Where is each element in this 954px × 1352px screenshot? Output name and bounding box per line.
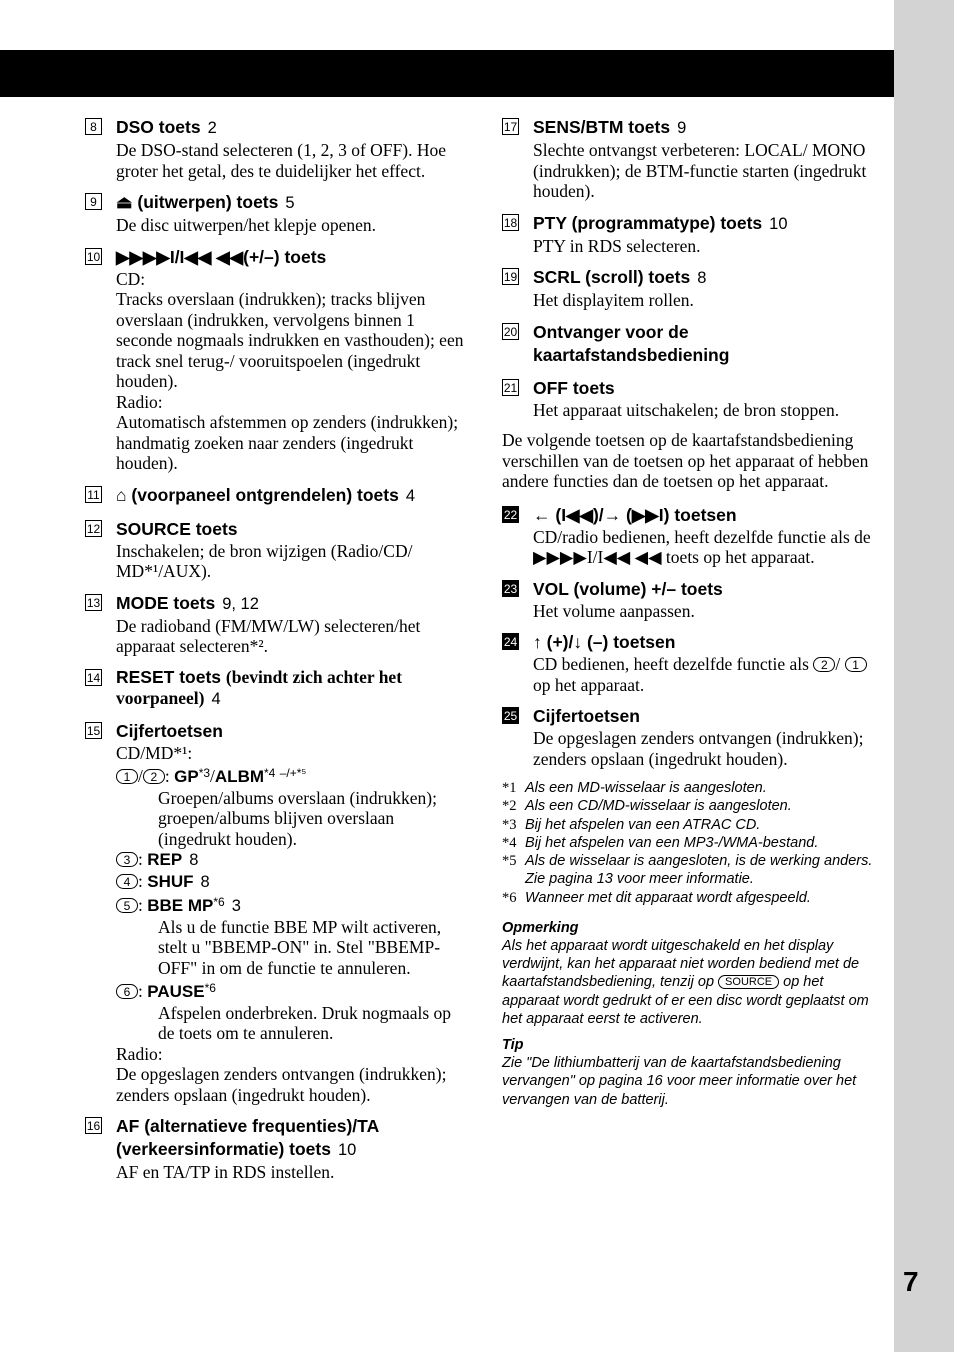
item-title: Ontvanger voor de kaartafstandsbediening: [533, 321, 730, 365]
item-remote-number-buttons: [502, 705, 882, 769]
page-ref: 4: [405, 486, 416, 505]
gp-label: GP: [174, 767, 199, 786]
item-description: AF en TA/TP in RDS instellen.: [116, 1162, 335, 1182]
item-title: ⏏ (uitwerpen) toets: [116, 192, 279, 212]
item-seek-button: [85, 246, 465, 474]
header-bar: [0, 50, 894, 97]
footnote-mark: *5: [502, 853, 517, 870]
page-ref: 3: [231, 897, 241, 915]
item-title-suffix: (bevindt zich achter het voorpaneel): [116, 666, 403, 708]
key-row-pause: 6 : PAUSE$^{*6}$: [116, 978, 465, 1003]
item-number: 20: [503, 324, 518, 339]
item-number: 25: [503, 709, 518, 723]
item-title: Cijfertoetsen: [116, 720, 223, 741]
desc-part: CD bedienen, heeft dezelfde functie als: [533, 654, 809, 674]
footnote-mark: *1: [502, 780, 517, 796]
item-remote-volume-buttons: [502, 578, 882, 622]
item-description: Inschakelen; de bron wijzigen (Radio/CD/ MD*¹/AUX).: [116, 540, 413, 581]
footnote-text: Bij het afspelen van een ATRAC CD.: [525, 816, 761, 833]
remote-intro-paragraph: De volgende toetsen op de kaartafstandsbediening verschillen van de toetsen op het apparaat of hebben andere functies dan de toetsen op het apparaat.: [502, 430, 869, 491]
footnote: [502, 889, 882, 907]
item-title: OFF toets: [533, 377, 615, 398]
item-description: PTY in RDS selecteren.: [533, 235, 701, 256]
footnote: [502, 779, 882, 797]
item-title: AF (alternatieve frequenties)/TA (verkeersinformatie) toets: [116, 1116, 379, 1159]
item-description: Slechte ontvangst verbeteren: LOCAL/ MONO (indrukken); de BTM-functie starten (ingedrukt houden).: [533, 140, 867, 201]
footnote-ref: *4: [264, 766, 276, 780]
item-title: ← (I◀◀)/→ (▶▶I) toetsen: [533, 504, 737, 525]
item-description: Het apparaat uitschakelen; de bron stoppen.: [533, 399, 840, 420]
item-description: CD/radio bedienen, heeft dezelfde functie als de ▶▶▶▶I/I◀◀ ◀◀ toets op het apparaat.: [533, 526, 871, 567]
tip-body: Zie "De lithiumbatterij van de kaartafstandsbediening vervangen" op pagina 16 voor meer informatie over het vervangen van de batterij.: [502, 1055, 857, 1108]
pause-description: Afspelen onderbreken. Druk nogmaals op de toets om te annuleren.: [158, 1002, 452, 1043]
key-4-icon: 4: [116, 874, 138, 889]
item-title: ⌂ (voorpaneel ontgrendelen) toets: [116, 484, 399, 505]
item-number: 15: [86, 723, 101, 738]
item-title: PTY (programmatype) toets: [533, 212, 763, 233]
page-ref: 8: [200, 872, 210, 891]
page-ref: 8: [697, 269, 707, 287]
item-number-buttons: [85, 720, 465, 1106]
key-1-icon: 1: [116, 769, 138, 784]
footnote-mark: *6: [502, 889, 517, 906]
item-af-ta-button: [85, 1115, 465, 1183]
item-description: Het displayitem rollen.: [533, 290, 694, 310]
key-row-gp-albm: 1 / 2 : GP$^{*3}$/ALBM$^{*4}$ $^{-/+*^5}$: [116, 763, 465, 788]
page-number: 7: [903, 1266, 919, 1297]
key-5-icon: 5: [116, 898, 138, 913]
key-row-bbe: 5 : BBE MP$^{*6}$ 3: [116, 892, 465, 917]
item-title: RESET toets: [116, 666, 222, 687]
key-6-icon: 6: [116, 984, 138, 999]
item-title: Cijfertoetsen: [533, 706, 640, 726]
note-heading: Opmerking: [502, 920, 579, 937]
item-remote-arrow-buttons: [502, 504, 882, 568]
item-number: 19: [503, 270, 518, 284]
gp-suffix: –/+*⁵: [279, 766, 307, 780]
note-text: op het apparaat wordt gedrukt of er een disc wordt geplaatst om het apparaat eerst te activeren.: [502, 974, 869, 1027]
item-number: 13: [86, 595, 101, 610]
item-number: 16: [86, 1119, 101, 1133]
item-number: 23: [503, 581, 518, 596]
footnote-mark: *4: [502, 834, 517, 851]
footnote-text: Als de wisselaar is aangesloten, is de werking anders. Zie pagina 13 voor meer informatie.: [525, 853, 873, 888]
footnotes: [502, 779, 882, 907]
item-number: 21: [503, 380, 518, 395]
item-description: De DSO-stand selecteren (1, 2, 3 of OFF). Hoe groter het getal, des te duidelijker het effect.: [116, 140, 446, 181]
note-body: [502, 937, 882, 1028]
tip-heading: Tip: [502, 1037, 524, 1054]
item-number: 11: [85, 486, 102, 503]
footnote: [502, 816, 882, 834]
side-tab-bar: [894, 0, 954, 1352]
item-number: 18: [503, 215, 518, 230]
item-eject-button: [85, 191, 465, 236]
footnote-ref: *6: [204, 981, 216, 995]
item-number: 14: [86, 670, 101, 685]
item-number: 10: [86, 249, 101, 264]
footnote-text: Bij het afspelen van een MP3-/WMA-bestand.: [525, 834, 819, 851]
key-2-icon: 2: [813, 657, 835, 672]
bbe-description: Als u de functie BBE MP wilt activeren, stelt u "BBEMP-ON" in. Stel "BBEMP-OFF" in om de functie te annuleren.: [158, 916, 442, 978]
item-description: De disc uitwerpen/het klepje openen.: [116, 215, 376, 235]
item-title: SENS/BTM toets: [533, 117, 671, 137]
page-ref: 10: [337, 1141, 357, 1159]
cdmd-label: CD/MD*¹:: [116, 742, 193, 763]
item-title: SCRL (scroll) toets: [533, 267, 691, 287]
footnote-ref: *6: [213, 895, 225, 909]
bbe-label: BBE MP: [147, 896, 214, 915]
item-title: ↑ (+)/↓ (–) toetsen: [533, 632, 676, 652]
item-source-button: [85, 518, 465, 582]
item-number: 24: [503, 635, 518, 649]
page-ref: 9: [677, 119, 687, 137]
footnote-text: Wanneer met dit apparaat wordt afgespeeld.: [525, 889, 811, 906]
radio-description: De opgeslagen zenders ontvangen (indrukken); zenders opslaan (ingedrukt houden).: [116, 1064, 447, 1105]
item-number: 22: [503, 507, 518, 522]
item-number: 12: [86, 521, 101, 536]
rep-label: REP: [147, 850, 183, 869]
item-mode-button: [85, 592, 465, 657]
item-description: CD bedienen, heeft dezelfde functie als 2 / 1 op het apparaat.: [533, 654, 882, 695]
item-number: 8: [85, 118, 102, 135]
item-release-button: [85, 484, 465, 508]
footnote: [502, 852, 882, 889]
right-column: [502, 116, 882, 1109]
item-description: CD: Tracks overslaan (indrukken); tracks blijven overslaan (indrukken, vervolgens binnen 1 seconde nogmaals indrukken en vasthouden); een track snel terug-/ vooruitspoelen (ingedrukt houden). Radio: Automatisch afstemmen op zenders (indrukken); handmatig zoeken naar zenders (ingedrukt houden).: [116, 268, 464, 473]
item-scrl-button: [502, 266, 882, 311]
item-title: SOURCE toets: [116, 518, 238, 539]
footnote: [502, 834, 882, 852]
item-title: ▶▶▶▶I/I◀◀ ◀◀(+/–) toets: [116, 246, 327, 267]
page-ref: 5: [285, 194, 295, 212]
item-remote-receiver: [502, 321, 882, 367]
item-dso-button: [85, 116, 465, 181]
item-remote-up-down-buttons: [502, 631, 882, 695]
footnote-mark: *3: [502, 816, 517, 833]
source-key-icon: SOURCE: [718, 975, 779, 989]
note-text: Als het apparaat wordt uitgeschakeld en het display verdwijnt, kan het apparaat niet worden bediend met de kaartafstandsbediening, tenzij op: [502, 938, 860, 991]
item-title: VOL (volume) +/– toets: [533, 578, 723, 599]
footnote-text: Als een MD-wisselaar is aangesloten.: [525, 780, 767, 796]
key-3-icon: 3: [116, 852, 138, 867]
item-sens-btm-button: [502, 116, 882, 202]
key-row-rep: 3 : REP 8: [116, 849, 465, 871]
item-title: MODE toets: [116, 592, 216, 613]
item-number: 17: [503, 120, 518, 134]
desc-part: op het apparaat.: [533, 674, 645, 695]
item-description: De opgeslagen zenders ontvangen (indrukken); zenders opslaan (ingedrukt houden).: [533, 728, 864, 769]
key-1-icon: 1: [845, 657, 867, 672]
item-off-button: [502, 377, 882, 421]
footnote-mark: *2: [502, 798, 517, 815]
left-column: [85, 116, 465, 1193]
radio-label: Radio:: [116, 1043, 163, 1064]
item-reset-button: [85, 667, 465, 710]
item-pty-button: [502, 212, 882, 257]
shuf-label: SHUF: [147, 871, 194, 891]
footnote: [502, 797, 882, 815]
page-ref: 4: [211, 689, 221, 708]
item-title: DSO toets: [116, 117, 201, 137]
key-row-shuf: 4 : SHUF 8: [116, 871, 465, 893]
page-ref: 10: [769, 214, 788, 233]
albm-label: ALBM: [214, 767, 265, 786]
page-ref: 8: [189, 851, 199, 869]
gp-description: Groepen/albums overslaan (indrukken); groepen/albums blijven overslaan (ingedrukt houden).: [158, 787, 437, 849]
page-ref: 2: [207, 119, 217, 137]
item-description: Het volume aanpassen.: [533, 600, 695, 621]
pause-label: PAUSE: [147, 982, 205, 1001]
item-description: De radioband (FM/MW/LW) selecteren/het apparaat selecteren*².: [116, 615, 421, 656]
key-2-icon: 2: [143, 769, 165, 784]
footnote-ref: *3: [198, 766, 211, 780]
page-ref: 9, 12: [222, 594, 259, 613]
footnote-text: Als een CD/MD-wisselaar is aangesloten.: [525, 798, 792, 815]
item-number: 9: [85, 193, 102, 210]
